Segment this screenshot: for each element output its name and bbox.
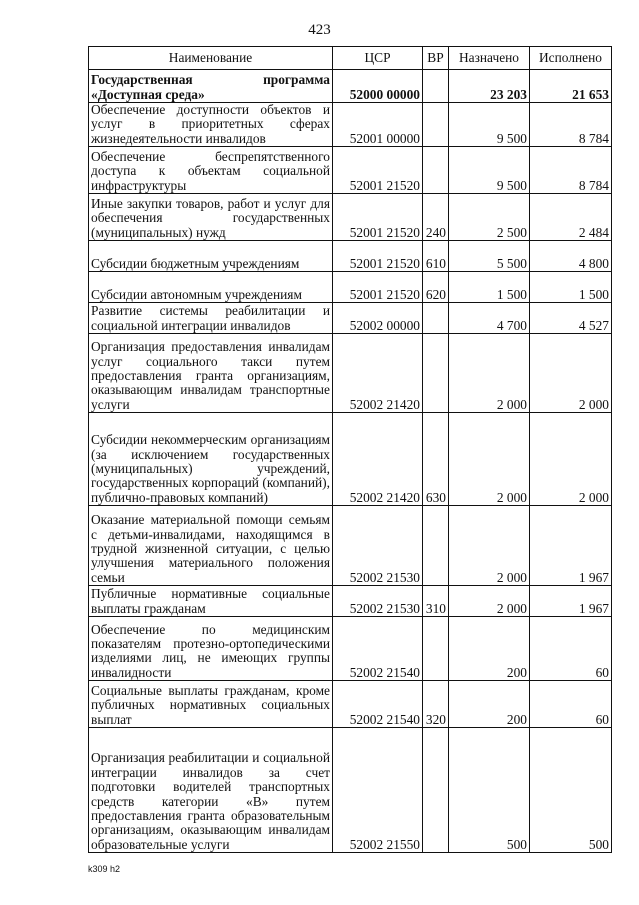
row-name: Социальные выплаты гражданам, кроме публичных нормативных социальных выплат	[89, 681, 333, 728]
row-csr: 52002 21420	[333, 334, 423, 413]
row-planned: 200	[449, 681, 530, 728]
row-csr: 52001 21520	[333, 241, 423, 272]
row-executed: 4 527	[530, 303, 612, 334]
row-planned: 4 700	[449, 303, 530, 334]
table-row	[89, 241, 612, 272]
row-csr: 52002 21420	[333, 413, 423, 506]
row-name: Обеспечение по медицинским показателям протезно-ортопедическими изделиями лиц, не имеющих группы инвалидности	[89, 617, 333, 681]
row-vr	[423, 147, 449, 194]
row-executed: 2 000	[530, 413, 612, 506]
header-name: Наименование	[89, 47, 333, 70]
row-vr: 610	[423, 241, 449, 272]
row-planned: 2 000	[449, 413, 530, 506]
row-name: Государственная программа «Доступная среда»	[89, 70, 333, 103]
row-vr: 630	[423, 413, 449, 506]
row-name: Публичные нормативные социальные выплаты гражданам	[89, 586, 333, 617]
row-vr	[423, 728, 449, 853]
row-planned: 2 000	[449, 506, 530, 586]
table-row	[89, 70, 612, 103]
row-planned: 9 500	[449, 103, 530, 147]
header-csr: ЦСР	[333, 47, 423, 70]
header-planned: Назначено	[449, 47, 530, 70]
row-name: Иные закупки товаров, работ и услуг для обеспечения государственных (муниципальных) нужд	[89, 194, 333, 241]
row-vr	[423, 617, 449, 681]
row-executed: 60	[530, 681, 612, 728]
row-planned: 2 000	[449, 334, 530, 413]
row-csr: 52001 21520	[333, 194, 423, 241]
row-csr: 52001 21520	[333, 147, 423, 194]
row-vr	[423, 70, 449, 103]
row-planned: 200	[449, 617, 530, 681]
row-csr: 52002 21540	[333, 681, 423, 728]
row-vr	[423, 334, 449, 413]
row-vr: 620	[423, 272, 449, 303]
row-executed: 8 784	[530, 103, 612, 147]
row-executed: 21 653	[530, 70, 612, 103]
row-executed: 4 800	[530, 241, 612, 272]
row-csr: 52002 21550	[333, 728, 423, 853]
row-planned: 500	[449, 728, 530, 853]
row-planned: 2 000	[449, 586, 530, 617]
budget-table	[88, 46, 612, 853]
table-row	[89, 728, 612, 853]
table-row	[89, 103, 612, 147]
row-name: Субсидии бюджетным учреждениям	[89, 241, 333, 272]
table-header-row	[89, 47, 612, 70]
row-executed: 2 000	[530, 334, 612, 413]
row-planned: 2 500	[449, 194, 530, 241]
table-row	[89, 194, 612, 241]
row-csr: 52000 00000	[333, 70, 423, 103]
row-name: Обеспечение беспрепятственного доступа к объектам социальной инфраструктуры	[89, 147, 333, 194]
row-executed: 1 500	[530, 272, 612, 303]
table-row	[89, 413, 612, 506]
row-executed: 60	[530, 617, 612, 681]
row-name: Субсидии автономным учреждениям	[89, 272, 333, 303]
table-row	[89, 272, 612, 303]
row-name: Оказание материальной помощи семьям с детьми-инвалидами, находящимся в трудной жизненной ситуации, с целью улучшения материального положения семьи	[89, 506, 333, 586]
table-row	[89, 147, 612, 194]
row-csr: 52002 21530	[333, 586, 423, 617]
footer-code: k309 h2	[88, 864, 121, 874]
row-vr	[423, 303, 449, 334]
row-csr: 52002 21530	[333, 506, 423, 586]
row-csr: 52001 21520	[333, 272, 423, 303]
row-planned: 5 500	[449, 241, 530, 272]
table-row	[89, 506, 612, 586]
row-executed: 8 784	[530, 147, 612, 194]
table-row	[89, 681, 612, 728]
row-vr	[423, 103, 449, 147]
table-row	[89, 586, 612, 617]
row-csr: 52002 00000	[333, 303, 423, 334]
row-csr: 52001 00000	[333, 103, 423, 147]
row-vr: 320	[423, 681, 449, 728]
row-planned: 1 500	[449, 272, 530, 303]
row-executed: 1 967	[530, 586, 612, 617]
row-vr	[423, 506, 449, 586]
table-row	[89, 617, 612, 681]
table-row	[89, 334, 612, 413]
row-vr: 310	[423, 586, 449, 617]
row-executed: 2 484	[530, 194, 612, 241]
row-executed: 1 967	[530, 506, 612, 586]
row-name: Развитие системы реабилитации и социальной интеграции инвалидов	[89, 303, 333, 334]
row-planned: 9 500	[449, 147, 530, 194]
page-number: 423	[308, 22, 331, 38]
header-vr: ВР	[423, 47, 449, 70]
row-name: Организация предоставления инвалидам услуг социального такси путем предоставления гранта организациям, оказывающим инвалидам транспортные услуги	[89, 334, 333, 413]
row-csr: 52002 21540	[333, 617, 423, 681]
row-executed: 500	[530, 728, 612, 853]
row-vr: 240	[423, 194, 449, 241]
row-name: Обеспечение доступности объектов и услуг в приоритетных сферах жизнедеятельности инвалидов	[89, 103, 333, 147]
row-name: Субсидии некоммерческим организациям (за исключением государственных (муниципальных) учреждений, государственных корпораций (компаний), публично-правовых компаний)	[89, 413, 333, 506]
row-planned: 23 203	[449, 70, 530, 103]
table-row	[89, 303, 612, 334]
header-executed: Исполнено	[530, 47, 612, 70]
row-name: Организация реабилитации и социальной интеграции инвалидов за счет подготовки водителей транспортных средств категории «В» путем предоставления гранта образовательным организациям, оказывающим инвалидам образовательные услуги	[89, 728, 333, 853]
